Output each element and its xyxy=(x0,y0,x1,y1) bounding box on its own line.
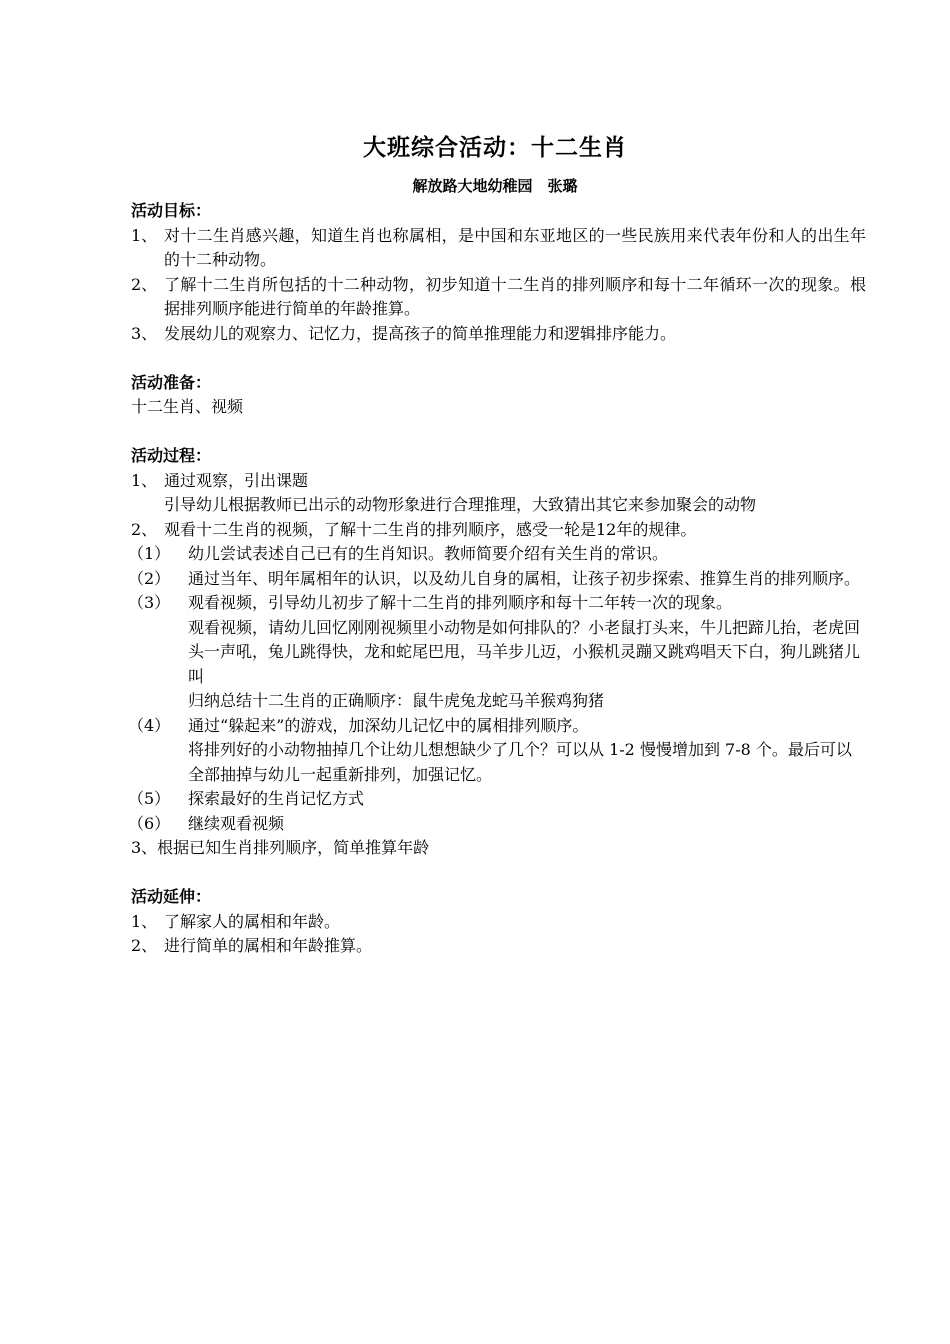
goal-item xyxy=(131,224,866,273)
process-substep xyxy=(128,714,866,739)
document-body xyxy=(128,199,866,959)
step-text: 观看十二生肖的视频，了解十二生肖的排列顺序，感受一轮是12年的规律。 xyxy=(164,519,697,539)
step-number: 2、 xyxy=(131,519,158,539)
process-step xyxy=(131,469,866,494)
goal-text: 对十二生肖感兴趣，知道生肖也称属相，是中国和东亚地区的一些民族用来代表年份和人的出生年的十二种动物。 xyxy=(164,225,866,269)
extension-number: 1、 xyxy=(131,911,158,931)
substep-detail: 观看视频，请幼儿回忆刚刚视频里小动物是如何排队的？小老鼠打头来，牛儿把蹄儿抬，老虎回头一声吼，兔儿跳得快，龙和蛇尾巴甩，马羊步儿迈，小猴机灵蹦又跳鸡唱天下白，狗儿跳猪儿叫 xyxy=(188,617,861,686)
goals-heading: 活动目标： xyxy=(131,201,212,220)
process-step: 3、根据已知生肖排列顺序，简单推算年龄 xyxy=(131,838,430,857)
goal-number: 2、 xyxy=(131,274,158,294)
goal-number: 1、 xyxy=(131,225,158,245)
document-title: 大班综合活动：十二生肖 xyxy=(363,135,627,161)
process-heading: 活动过程： xyxy=(131,446,212,465)
process-substep xyxy=(128,812,866,837)
goal-text: 了解十二生肖所包括的十二种动物，初步知道十二生肖的排列顺序和每十二年循环一次的现象。根据排列顺序能进行简单的年龄推算。 xyxy=(164,274,866,318)
step-text: 通过观察，引出课题 xyxy=(164,470,309,490)
extension-heading: 活动延伸： xyxy=(131,887,212,906)
substep-number: （5） xyxy=(128,789,171,808)
step-number: 1、 xyxy=(131,470,158,490)
process-substep xyxy=(128,787,866,812)
extension-item xyxy=(131,910,866,935)
extension-number: 2、 xyxy=(131,936,158,955)
goal-number: 3、 xyxy=(131,323,158,343)
substep-text: 通过“躲起来”的游戏，加深幼儿记忆中的属相排列顺序。 xyxy=(188,715,589,735)
substep-detail: 归纳总结十二生肖的正确顺序：鼠牛虎兔龙蛇马羊猴鸡狗猪 xyxy=(188,691,605,710)
substep-text: 观看视频，引导幼儿初步了解十二生肖的排列顺序和每十二年转一次的现象。 xyxy=(188,593,733,612)
process-substep xyxy=(128,591,866,616)
goal-text: 发展幼儿的观察力、记忆力，提高孩子的简单推理能力和逻辑排序能力。 xyxy=(164,323,677,343)
process-substep xyxy=(128,542,866,567)
substep-number: （1） xyxy=(128,544,171,563)
preparation-heading: 活动准备： xyxy=(131,372,212,392)
process-substep xyxy=(128,567,866,592)
substep-text: 继续观看视频 xyxy=(188,813,285,833)
goal-item xyxy=(131,322,866,347)
extension-item xyxy=(131,934,866,959)
substep-number: （4） xyxy=(128,715,171,735)
step-detail: 引导幼儿根据教师已出示的动物形象进行合理推理，大致猜出其它来参加聚会的动物 xyxy=(164,495,757,514)
substep-text: 探索最好的生肖记忆方式 xyxy=(188,789,365,808)
substep-number: （2） xyxy=(128,568,171,588)
substep-number: （6） xyxy=(128,813,171,833)
substep-text: 通过当年、明年属相年的认识，以及幼儿自身的属相，让孩子初步探索、推算生肖的排列顺序。 xyxy=(188,568,861,588)
document-author: 解放路大地幼稚园 张璐 xyxy=(412,177,578,195)
substep-number: （3） xyxy=(128,593,171,612)
extension-text: 了解家人的属相和年龄。 xyxy=(164,911,341,931)
preparation-text: 十二生肖、视频 xyxy=(131,397,244,416)
process-step xyxy=(131,518,866,543)
goal-item xyxy=(131,273,866,322)
extension-text: 进行简单的属相和年龄推算。 xyxy=(164,936,373,955)
substep-detail: 将排列好的小动物抽掉几个让幼儿想想缺少了几个？可以从 1-2 慢慢增加到 7-8 个。最后可以全部抽掉与幼儿一起重新排列，加强记忆。 xyxy=(188,740,852,784)
substep-text: 幼儿尝试表述自己已有的生肖知识。教师简要介绍有关生肖的常识。 xyxy=(188,544,669,563)
